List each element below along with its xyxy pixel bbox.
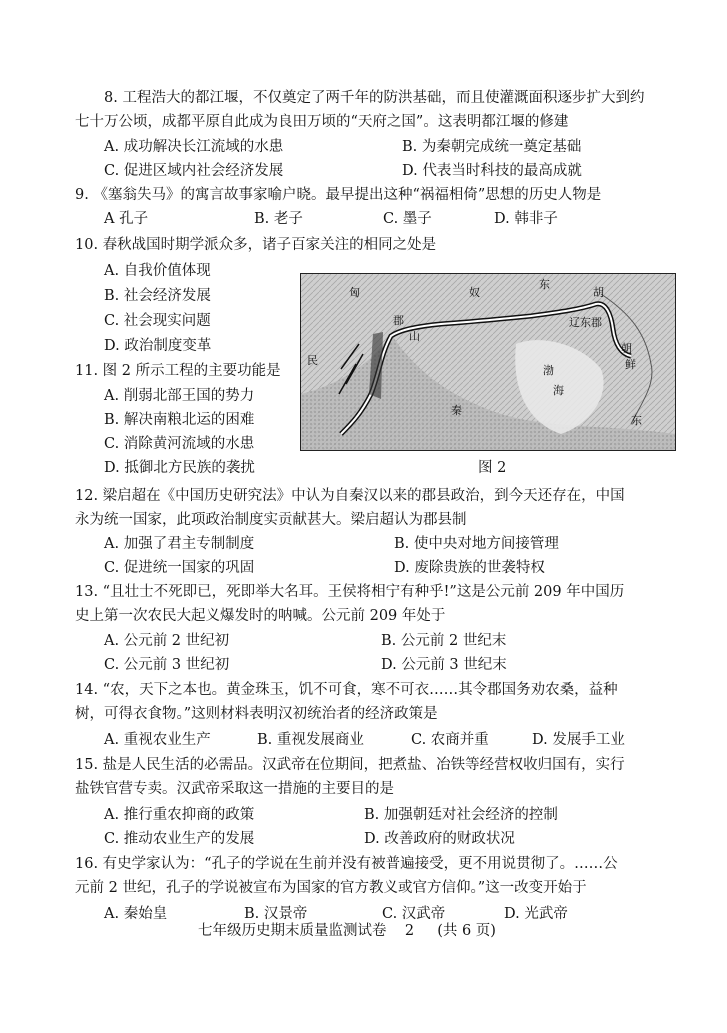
q15-option-a: A. 推行重农抑商的政策: [104, 807, 255, 823]
q11-option-b: B. 解决南粮北运的困难: [104, 412, 255, 428]
q11-option-d: D. 抵御北方民族的袭扰: [104, 460, 255, 476]
q8-option-a: A. 成功解决长江流域的水患: [104, 139, 284, 155]
q10-option-c: C. 社会现实问题: [104, 313, 211, 329]
map-label-hu: 胡: [593, 286, 604, 299]
q15-option-d: D. 改善政府的财政状况: [364, 831, 515, 847]
q8-stem-line2: 七十万公顷，成都平原自此成为良田万顷的“天府之国”。这表明都江堰的修建: [75, 114, 569, 130]
q9-option-a: A 孔子: [104, 211, 149, 227]
q14-option-d: D. 发展手工业: [532, 732, 625, 748]
q13-option-d: D. 公元前 3 世纪末: [381, 657, 507, 673]
q15-stem-line2: 盐铁官营专卖。汉武帝采取这一措施的主要目的是: [75, 781, 394, 797]
q16-option-c: C. 汉武帝: [382, 906, 446, 922]
map-label-nu: 奴: [469, 286, 480, 299]
q13-option-c: C. 公元前 3 世纪初: [104, 657, 230, 673]
q16-option-b: B. 汉景帝: [244, 906, 308, 922]
q14-option-a: A. 重视农业生产: [104, 732, 211, 748]
figure-caption: 图 2: [478, 460, 507, 476]
q14-option-b: B. 重视发展商业: [257, 732, 364, 748]
q9-option-b: B. 老子: [254, 211, 303, 227]
great-wall-map-figure: [300, 273, 676, 451]
q13-option-a: A. 公元前 2 世纪初: [104, 633, 230, 649]
map-label-hai: 海: [553, 384, 564, 397]
q13-option-b: B. 公元前 2 世纪末: [381, 633, 507, 649]
q10-stem-line1: 10. 春秋战国时期学派众多，诸子百家关注的相同之处是: [75, 237, 437, 253]
q8-option-d: D. 代表当时科技的最高成就: [402, 163, 582, 179]
q11-option-a: A. 削弱北部王国的势力: [104, 388, 255, 404]
map-label-min: 民: [307, 354, 318, 367]
q15-stem-line1: 15. 盐是人民生活的必需品。汉武帝在位期间，把煮盐、冶铁等经营权收归国有，实行: [75, 757, 625, 773]
map-graphic: [301, 274, 675, 450]
q12-stem-line2: 永为统一国家，此项政治制度实贡献甚大。梁启超认为郡县制: [75, 512, 467, 528]
q16-option-d: D. 光武帝: [504, 906, 568, 922]
q12-option-c: C. 促进统一国家的巩固: [104, 560, 255, 576]
q9-stem-line1: 9. 《塞翁失马》的寓言故事家喻户晓。最早提出这种“祸福相倚”思想的历史人物是: [75, 187, 602, 203]
q11-option-c: C. 消除黄河流域的水患: [104, 436, 255, 452]
map-label-chao: 朝: [621, 342, 632, 355]
q14-option-c: C. 农商并重: [411, 732, 489, 748]
map-label-bo: 渤: [543, 364, 554, 377]
map-label-dong-sea: 东: [631, 414, 642, 427]
q9-option-d: D. 韩非子: [494, 211, 558, 227]
q9-option-c: C. 墨子: [383, 211, 432, 227]
q10-option-b: B. 社会经济发展: [104, 288, 211, 304]
map-label-jun: 郡: [393, 314, 404, 327]
q16-stem-line2: 元前 2 世纪，孔子的学说被宣布为国家的官方教义或官方信仰。”这一改变开始于: [75, 880, 587, 896]
q13-stem-line2: 史上第一次农民大起义爆发时的呐喊。公元前 209 年处于: [75, 608, 446, 624]
q12-option-b: B. 使中央对地方间接管理: [394, 536, 559, 552]
q11-stem-line1: 11. 图 2 所示工程的主要功能是: [75, 363, 281, 379]
map-label-qin: 秦: [451, 404, 462, 417]
q15-option-b: B. 加强朝廷对社会经济的控制: [364, 807, 558, 823]
q15-option-c: C. 推动农业生产的发展: [104, 831, 255, 847]
q10-option-d: D. 政治制度变革: [104, 338, 212, 354]
map-label-liaodong: 辽东郡: [569, 316, 602, 329]
page-footer: 七年级历史期末质量监测试卷 2 (共 6 页): [198, 923, 496, 939]
q12-option-d: D. 废除贵族的世袭特权: [394, 560, 545, 576]
q12-stem-line1: 12. 梁启超在《中国历史研究法》中认为自秦汉以来的郡县政治，到今天还存在，中国: [75, 488, 625, 504]
q13-stem-line1: 13. “且壮士不死即已，死即举大名耳。王侯将相宁有种乎!”这是公元前 209 年中国历: [75, 584, 625, 600]
q10-option-a: A. 自我价值体现: [104, 263, 211, 279]
q16-stem-line1: 16. 有史学家认为：“孔子的学说在生前并没有被普遍接受，更不用说贯彻了。……公: [75, 856, 618, 872]
map-label-xian: 鲜: [625, 358, 636, 371]
q14-stem-line1: 14. “农，天下之本也。黄金珠玉，饥不可食，寒不可衣……其令郡国务劝农桑，益种: [75, 682, 618, 698]
q8-option-c: C. 促进区域内社会经济发展: [104, 163, 284, 179]
map-label-dong: 东: [539, 278, 550, 291]
map-label-xiong: 匈: [349, 286, 360, 299]
q12-option-a: A. 加强了君主专制制度: [104, 536, 255, 552]
q14-stem-line2: 树，可得衣食物。”这则材料表明汉初统治者的经济政策是: [75, 706, 438, 722]
q8-stem-line1: 8. 工程浩大的都江堰，不仅奠定了两千年的防洪基础，而且使灌溉面积逐步扩大到约: [104, 90, 645, 106]
q16-option-a: A. 秦始皇: [104, 906, 168, 922]
q8-option-b: B. 为秦朝完成统一奠定基础: [402, 139, 582, 155]
map-label-shan: 山: [409, 330, 420, 343]
